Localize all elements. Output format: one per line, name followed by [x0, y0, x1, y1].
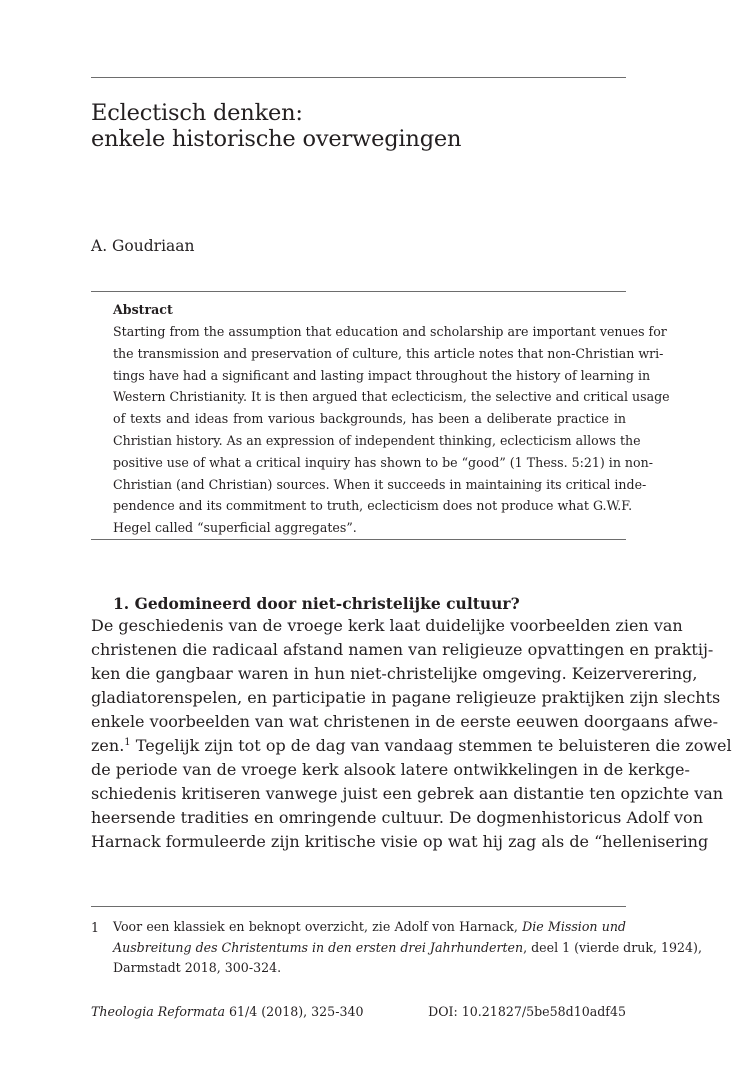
footnote	[91, 917, 702, 979]
body-line: schiedenis kritiseren vanwege juist een gebrek aan distantie ten opzichte van	[91, 784, 724, 803]
body-line: gladiatorenspelen, en participatie in pagane religieuze praktijken zijn slechts	[91, 688, 721, 707]
footnote-text: , deel 1 (vierde druk, 1924),	[523, 939, 702, 955]
abstract-line: Christian (and Christian) sources. When it succeeds in maintaining its critical inde-	[113, 476, 647, 492]
footnote-italic-title: Ausbreitung des Christentums in den ersten drei Jahrhunderten	[113, 939, 524, 955]
abstract-bottom-rule	[91, 539, 626, 540]
abstract-line: Starting from the assumption that education and scholarship are important venues for	[113, 324, 667, 339]
footnote-rule	[91, 906, 626, 907]
footnote-line	[113, 938, 702, 959]
abstract-top-rule	[91, 291, 626, 292]
abstract-line: Western Christianity. It is then argued that eclecticism, the selective and critical usage	[113, 389, 670, 405]
body-line: enkele voorbeelden van wat christenen in de eerste eeuwen doorgaans afwe-	[91, 712, 718, 731]
journal-issue: 61/4 (2018), 325-340	[224, 1004, 364, 1019]
body-line: christenen die radicaal afstand namen van religieuze opvattingen en praktij-	[91, 640, 714, 659]
body-line: de periode van de vroege kerk alsook latere ontwikkelingen in de kerkge-	[91, 760, 690, 779]
title-line-1: Eclectisch denken:	[91, 100, 303, 126]
section-heading: 1. Gedomineerd door niet-christelijke cultuur?	[113, 594, 520, 613]
abstract-line: tings have had a significant and lasting impact throughout the history of learning in	[113, 367, 651, 383]
abstract-line: the transmission and preservation of culture, this article notes that non-Christian wri-	[113, 345, 664, 361]
body-text	[91, 614, 732, 854]
footnote-line: Darmstadt 2018, 300-324.	[113, 960, 282, 975]
author-name: A. Goudriaan	[91, 237, 195, 255]
body-line: Harnack formuleerde zijn kritische visie op wat hij zag als de “hellenisering	[91, 832, 709, 851]
abstract-text	[113, 321, 670, 539]
page-footer	[91, 1003, 626, 1021]
footnote-number: 1	[91, 920, 100, 935]
body-line: ken die gangbaar waren in hun niet-christelijke omgeving. Keizerverering,	[91, 664, 698, 683]
footnote-italic-title: Die Mission und	[522, 919, 626, 934]
journal-name: Theologia Reformata	[91, 1004, 225, 1019]
doi[interactable]: DOI: 10.21827/5be58d10adf45	[428, 1004, 626, 1019]
top-rule	[91, 77, 626, 78]
abstract-line: Christian history. As an expression of independent thinking, eclecticism allows the	[113, 432, 641, 448]
footnote-text: Voor een klassiek en beknopt overzicht, zie Adolf von Harnack,	[113, 919, 518, 934]
title-line-2: enkele historische overwegingen	[91, 126, 462, 152]
body-line	[91, 734, 732, 758]
body-line-start: zen.	[91, 736, 125, 755]
article-title	[91, 100, 651, 152]
journal-citation	[91, 1003, 364, 1021]
body-line: De geschiedenis van de vroege kerk laat duidelijke voorbeelden zien van	[91, 616, 683, 635]
abstract-block	[113, 301, 670, 539]
footnote-line	[113, 917, 626, 938]
body-line-end: Tegelijk zijn tot op de dag van vandaag stemmen te beluisteren die zowel	[130, 736, 732, 755]
footnote-reference[interactable]: 1	[124, 737, 131, 748]
abstract-line: Hegel called “superficial aggregates”.	[113, 520, 357, 536]
body-line: heersende tradities en omringende cultuur. De dogmenhistoricus Adolf von	[91, 808, 703, 827]
abstract-heading: Abstract	[113, 302, 173, 317]
abstract-line: pendence and its commitment to truth, eclecticism does not produce what G.W.F.	[113, 498, 633, 514]
abstract-line: positive use of what a critical inquiry has shown to be “good” (1 Thess. 5:21) in non-	[113, 454, 653, 470]
abstract-line: of texts and ideas from various backgrounds, has been a deliberate practice in	[113, 411, 626, 427]
